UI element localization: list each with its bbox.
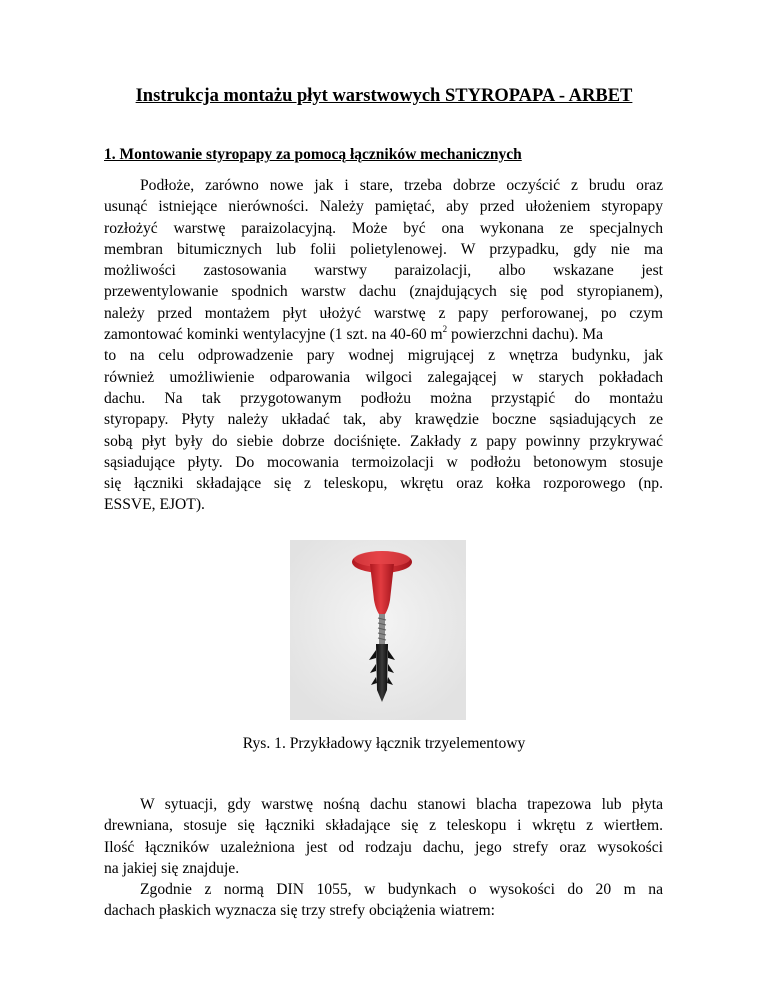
paragraph-1-line: ESSVE, EJOT).	[104, 496, 205, 514]
paragraph-1-line: Podłoże, zarówno nowe jak i stare, trzeba dobrze oczyścić z brudu oraz	[140, 177, 663, 194]
paragraph-1-line: membran bitumicznych lub folii polietylenowej. W przypadku, gdy nie ma	[104, 240, 663, 258]
paragraph-2	[104, 794, 663, 922]
paragraph-2-line: Zgodnie z normą DIN 1055, w budynkach o wysokości do 20 m na	[140, 881, 663, 899]
paragraph-1-line: usunąć istniejące nierówności. Należy pamiętać, aby przed ułożeniem styropapy	[104, 198, 663, 216]
paragraph-1-line: również umożliwienie odparowania wilgoci zalegającej w starych pokładach	[104, 368, 663, 386]
section-heading: 1. Montowanie styropapy za pomocą łączników mechanicznych	[104, 146, 522, 163]
paragraph-2-line: drewniana, stosuje się łączniki składające się z teleskopu i wkrętu z wiertłem.	[104, 817, 663, 835]
paragraph-1-line: to na celu odprowadzenie pary wodnej migrującej z wnętrza budynku, jak	[104, 347, 663, 365]
paragraph-1-line: się łączniki składające się z teleskopu, wkrętu oraz kołka rozporowego (np.	[104, 475, 663, 493]
paragraph-1	[104, 175, 663, 516]
area-unit-text: zamontować kominki wentylacyjne (1 szt. na 40-60 m	[104, 326, 443, 344]
document-title: Instrukcja montażu płyt warstwowych STYROPAPA - ARBET	[135, 86, 633, 106]
paragraph-1-line: należy przed montażem płyt ułożyć warstwę z papy perforowanej, po czym	[104, 304, 663, 322]
paragraph-2-line: na jakiej się znajduje.	[104, 859, 240, 877]
paragraph-1-line: rozłożyć warstwę paraizolacyjną. Może być ona wykonana ze specjalnych	[104, 219, 663, 237]
paragraph-1-line: sąsiadujące płyty. Do mocowania termoizolacji w podłożu betonowym stosuje	[104, 453, 663, 471]
superscript-2: 2	[442, 324, 448, 335]
paragraph-2-line: dachach płaskich wyznacza się trzy strefy obciążenia wiatrem:	[104, 902, 495, 920]
figure-caption: Rys. 1. Przykładowy łącznik trzyelementowy	[242, 735, 526, 752]
paragraph-1-line: przewentylowanie spodnich warstw dachu (znajdujących się pod styropianem),	[104, 283, 663, 301]
paragraph-1-line: możliwości zastosowania warstwy paraizolacji, albo wskazane jest	[104, 262, 663, 280]
three-element-fastener-illustration	[290, 540, 466, 720]
area-unit-tail: powierzchni dachu). Ma	[451, 326, 604, 344]
paragraph-1-line: sobą płyt były do siebie dobrze dociśnięte. Zakłady z papy powinny przykrywać	[104, 432, 663, 450]
paragraph-2-line: W sytuacji, gdy warstwę nośną dachu stanowi blacha trapezowa lub płyta	[140, 796, 663, 813]
paragraph-1-line: dachu. Na tak przygotowanym podłożu można przystąpić do montażu	[104, 389, 663, 407]
fastener-photo	[290, 540, 466, 720]
paragraph-2-line: Ilość łączników uzależniona jest od rodzaju dachu, jego strefy oraz wysokości	[104, 838, 663, 856]
paragraph-1-line-with-superscript	[104, 324, 663, 345]
paragraph-1-line: styropapy. Płyty należy układać tak, aby krawędzie boczne sąsiadujących ze	[104, 411, 663, 429]
